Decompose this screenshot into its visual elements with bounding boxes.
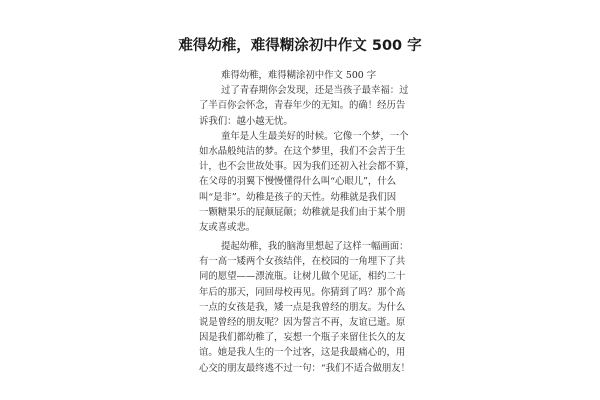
text-line: 同的愿望——漂流瓶。让树儿做个见证，相约二十 (199, 271, 406, 283)
text-line: 一颗糖果乐的屁颠屁颠；幼稚就是我们由于某个朋 (199, 206, 406, 218)
text-line: 叫“是非”。幼稚是孩子的天性。幼稚就是我们因 (199, 191, 397, 203)
text-line: 有一高一矮两个女孩结伴，在校园的一角埋下了共 (199, 256, 406, 268)
text-line: 如水晶般纯洁的梦。在这个梦里，我们不会苦于生 (199, 145, 406, 157)
text-line: 计，也不会世故处事。因为我们还初入社会都不算， (199, 161, 415, 173)
text-line: 诉我们：越小越无忧。 (199, 115, 293, 127)
text-line: 童年是人生最美好的时候。它像一个梦，一个 (221, 130, 409, 142)
document-title: 难得幼稚，难得糊涂初中作文 500 字 (178, 38, 422, 54)
text-line: 过了青春期你会发现，还是当孩子最幸福：过 (221, 85, 409, 97)
text-line: 在父母的羽翼下慢慢懂得什么叫“心眼儿”，什么 (199, 176, 397, 188)
document-body (199, 68, 415, 376)
text-line: 一点的女孩是我，矮一点是我曾经的朋友。为什么 (199, 301, 406, 313)
text-line: 了半百你会怀念，青春年少的无知。的确！经历告 (199, 100, 406, 112)
text-line: 心交的朋友最终逃不过一句：“我们不适合做朋友！ (199, 362, 411, 374)
text-line: 友或喜或悲。 (199, 221, 256, 233)
text-line: 难得幼稚，难得糊涂初中作文 500 字 (221, 70, 377, 81)
text-line: 提起幼稚，我的脑海里想起了这样一幅画面： (221, 241, 409, 253)
text-line: 年后的那天，同回母校再见。你猜到了吗？那个高 (199, 286, 406, 298)
text-line: 因是我们都幼稚了，妄想一个瓶子来留住长久的友 (199, 332, 406, 344)
text-line: 谊。她是我人生的一个过客，这是我最痛心的，用 (199, 347, 406, 359)
text-line: 说是曾经的朋友呢？因为誓言不再，友谊已逝。原 (199, 317, 406, 328)
